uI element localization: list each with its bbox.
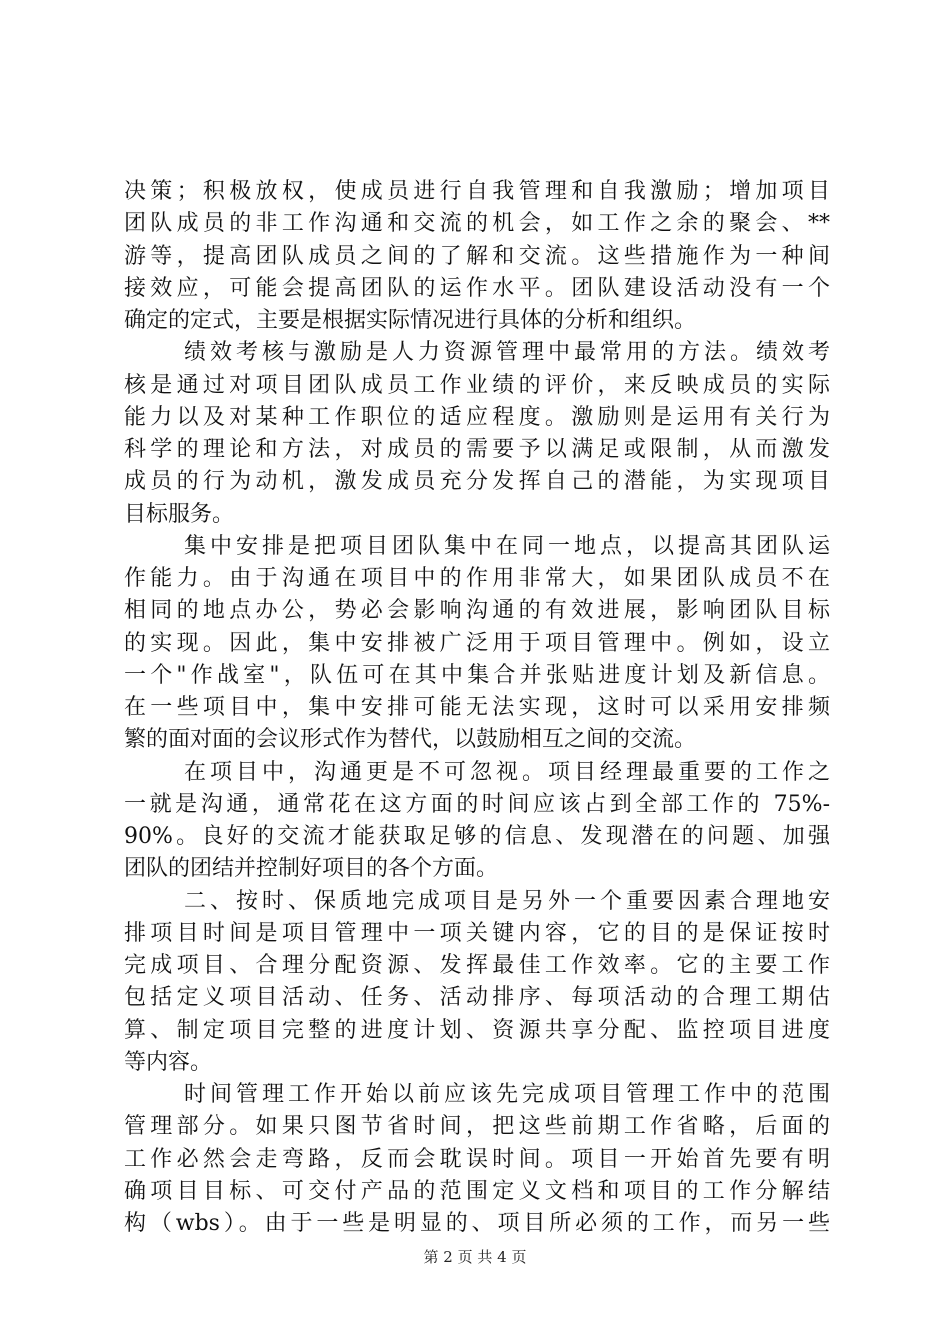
- text-line: 一就是沟通，通常花在这方面的时间应该占到全部工作的 75%-: [124, 791, 830, 817]
- text-line: 排项目时间是项目管理中一项关键内容，它的目的是保证按时: [124, 920, 830, 946]
- text-line: 目标服务。: [124, 501, 235, 527]
- text-line: 包括定义项目活动、任务、活动排序、每项活动的合理工期估: [124, 985, 830, 1011]
- page-footer: 第 2 页 共 4 页: [423, 1248, 527, 1266]
- text-line: 等内容。: [124, 1049, 213, 1075]
- text-line: 相同的地点办公，势必会影响沟通的有效进展，影响团队目标: [124, 598, 830, 624]
- text-line: 二、按时、保质地完成项目是另外一个重要因素合理地安: [184, 888, 830, 914]
- text-line: 游等，提高团队成员之间的了解和交流。这些措施作为一种间: [124, 243, 830, 269]
- text-line: 算、制定项目完整的进度计划、资源共享分配、监控项目进度: [124, 1017, 830, 1043]
- text-line: 在项目中，沟通更是不可忽视。项目经理最重要的工作之: [184, 759, 830, 785]
- text-line: 工作必然会走弯路，反而会耽误时间。项目一开始首先要有明: [124, 1146, 830, 1172]
- text-line: 构（wbs）。由于一些是明显的、项目所必须的工作，而另一些: [124, 1211, 830, 1236]
- text-line: 团队成员的非工作沟通和交流的机会，如工作之余的聚会、**: [124, 211, 830, 237]
- document-body: [124, 176, 830, 1240]
- text-line: 接效应，可能会提高团队的运作水平。团队建设活动没有一个: [124, 275, 830, 301]
- text-line: 绩效考核与激励是人力资源管理中最常用的方法。绩效考: [184, 340, 830, 366]
- text-line: 核是通过对项目团队成员工作业绩的评价，来反映成员的实际: [124, 372, 830, 398]
- text-line: 的实现。因此，集中安排被广泛用于项目管理中。例如，设立: [124, 630, 830, 656]
- text-line: 确项目目标、可交付产品的范围定义文档和项目的工作分解结: [124, 1178, 830, 1204]
- text-line: 成员的行为动机，激发成员充分发挥自己的潜能，为实现项目: [124, 469, 830, 495]
- text-line: 作能力。由于沟通在项目中的作用非常大，如果团队成员不在: [124, 566, 830, 591]
- text-line: 决策；积极放权，使成员进行自我管理和自我激励；增加项目: [124, 179, 830, 204]
- text-line: 一个"作战室"，队伍可在其中集合并张贴进度计划及新信息。: [124, 662, 830, 688]
- text-line: 繁的面对面的会议形式作为替代，以鼓励相互之间的交流。: [124, 727, 697, 753]
- text-line: 管理部分。如果只图节省时间，把这些前期工作省略，后面的: [124, 1114, 830, 1140]
- text-line: 确定的定式，主要是根据实际情况进行具体的分析和组织。: [124, 308, 697, 333]
- text-line: 90%。良好的交流才能获取足够的信息、发现潜在的问题、加强: [124, 824, 830, 849]
- text-line: 团队的团结并控制好项目的各个方面。: [124, 856, 499, 882]
- text-line: 能力以及对某种工作职位的适应程度。激励则是运用有关行为: [124, 404, 830, 430]
- text-line: 时间管理工作开始以前应该先完成项目管理工作中的范围: [184, 1082, 830, 1107]
- text-line: 在一些项目中，集中安排可能无法实现，这时可以采用安排频: [124, 695, 830, 720]
- text-line: 科学的理论和方法，对成员的需要予以满足或限制，从而激发: [124, 437, 830, 462]
- text-line: 集中安排是把项目团队集中在同一地点，以提高其团队运: [184, 533, 830, 559]
- text-line: 完成项目、合理分配资源、发挥最佳工作效率。它的主要工作: [124, 953, 830, 978]
